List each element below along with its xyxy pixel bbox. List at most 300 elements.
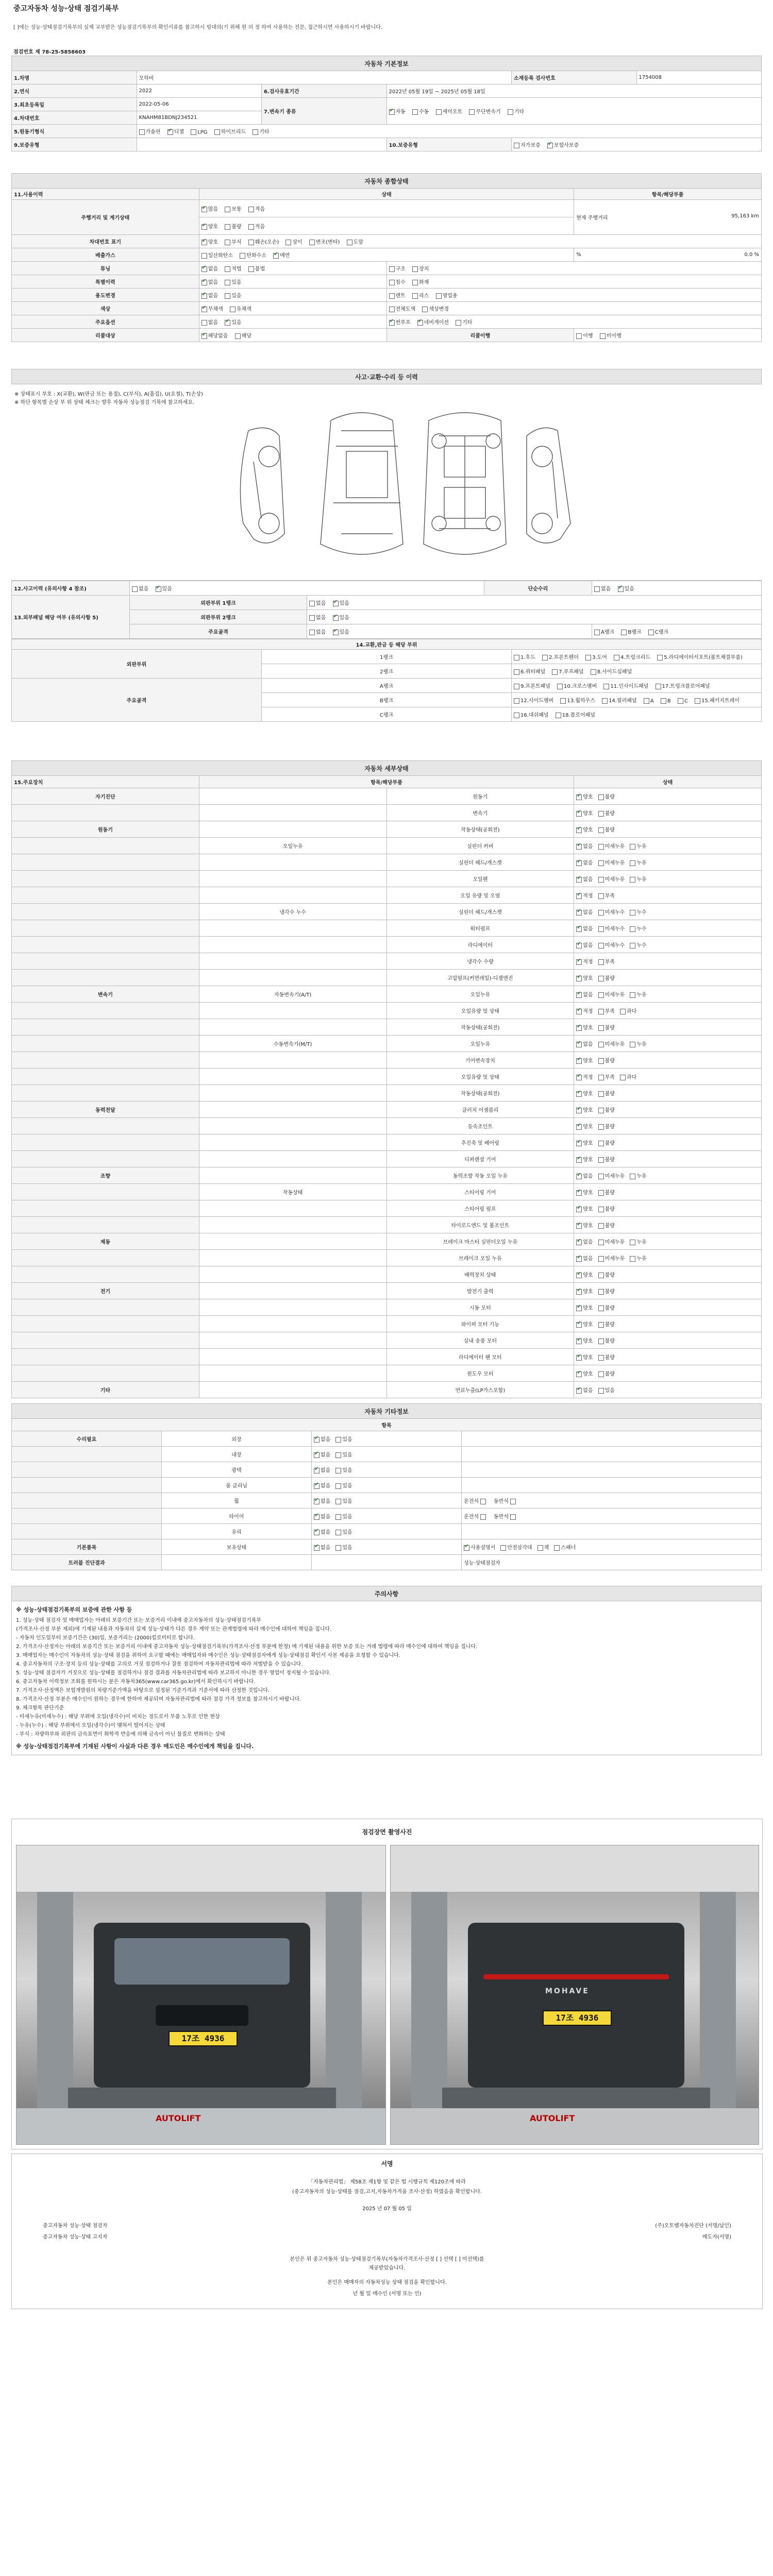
checkbox-detail-27-0[interactable] <box>576 1240 582 1245</box>
checkbox-extra-1-0[interactable] <box>314 1452 320 1458</box>
checkbox-fuel-hybrid[interactable] <box>214 129 220 135</box>
detail-group: 제동 <box>12 1233 199 1250</box>
detail-item: 클러치 어셈블리 <box>386 1101 574 1118</box>
checkbox-extra-5-0[interactable] <box>314 1514 320 1520</box>
checkbox-options-yes[interactable] <box>225 320 230 326</box>
checkbox-detail-28-1[interactable] <box>598 1256 604 1262</box>
checkbox-color-achromatic[interactable] <box>201 307 207 312</box>
checkbox-part-trunk-floor[interactable] <box>656 684 661 689</box>
checkbox-tool-1[interactable] <box>500 1545 506 1551</box>
detail-item: 라디에이터 팬 모터 <box>386 1349 574 1365</box>
detail-subgroup <box>199 1118 386 1134</box>
detail-item: 워터펌프 <box>386 920 574 937</box>
detail-group <box>12 1349 199 1365</box>
checkbox-part-side-member[interactable] <box>514 698 519 704</box>
checkbox-detail-13-0[interactable] <box>576 1009 582 1014</box>
checkbox-vin-different[interactable] <box>285 240 291 245</box>
checkbox-recall-yes[interactable] <box>235 333 241 339</box>
extra-detail <box>462 1493 762 1509</box>
detail-item: 오일누유 <box>386 986 574 1003</box>
checkbox-vin-good[interactable] <box>201 240 207 245</box>
checkbox-detail-24-0[interactable] <box>576 1190 582 1196</box>
lift-brand-label-rear: AUTOLIFT <box>530 2113 575 2123</box>
checkbox-fuel-other[interactable] <box>253 129 258 135</box>
detail-row <box>12 1332 762 1349</box>
checkbox-detail-23-2[interactable] <box>630 1174 635 1179</box>
checkbox-part-wheel-house[interactable] <box>560 698 566 704</box>
detail-row <box>12 1283 762 1299</box>
checkbox-transmission-auto[interactable] <box>389 109 395 115</box>
checkbox-detail-33-0[interactable] <box>576 1338 582 1344</box>
checkbox-detail-29-1[interactable] <box>598 1273 604 1278</box>
value-first-registration: 2022-05-06 <box>137 98 262 111</box>
detail-state-options: ✔ 없음 미세누유 누유 <box>574 1250 762 1266</box>
checkbox-warranty-insurance[interactable] <box>547 143 553 148</box>
value-car-name: 모하비 <box>137 71 512 84</box>
checkbox-gauge-good[interactable] <box>201 224 207 230</box>
checkbox-rank1-yes[interactable] <box>333 601 339 606</box>
checkbox-detail-5-2[interactable] <box>630 877 635 883</box>
detail-row <box>12 1052 762 1069</box>
detail-subgroup: 수동변속기(M/T) <box>199 1036 386 1052</box>
checkbox-part-floor-panel[interactable] <box>556 713 561 718</box>
checkbox-simple-repair-none[interactable] <box>594 586 600 592</box>
extra-row <box>12 1493 762 1509</box>
checkbox-transmission-semi[interactable] <box>436 109 442 115</box>
checkbox-detail-35-0[interactable] <box>576 1371 582 1377</box>
checkbox-detail-32-0[interactable] <box>576 1322 582 1328</box>
checkbox-usage-none[interactable] <box>201 293 207 299</box>
checkbox-detail-8-2[interactable] <box>630 926 635 932</box>
extra-detail <box>462 1509 762 1524</box>
detail-subgroup <box>199 1316 386 1332</box>
checkbox-part-roof-panel[interactable] <box>552 669 558 675</box>
notifier-signature[interactable]: 매도자(서명) <box>702 2234 731 2240</box>
checkbox-transmission-cvt[interactable] <box>469 109 475 115</box>
overall-head-state: 상태 <box>199 189 574 200</box>
detail-state-options: ✔ 없음 미세누유 누유 <box>574 838 762 854</box>
detail-subgroup <box>199 805 386 821</box>
checkbox-detail-16-0[interactable] <box>576 1058 582 1064</box>
checkbox-color-full-paint[interactable] <box>389 307 395 312</box>
extra-group <box>12 1478 162 1493</box>
checkbox-detail-13-1[interactable] <box>598 1009 604 1014</box>
checkbox-detail-0-0[interactable] <box>576 794 582 800</box>
label-engine-type: 5.원동기형식 <box>12 125 137 138</box>
checkbox-usage-rent[interactable] <box>389 293 395 299</box>
checkbox-part-pillar[interactable] <box>602 698 608 704</box>
checkbox-detail-31-1[interactable] <box>598 1306 604 1311</box>
checkbox-detail-20-1[interactable] <box>598 1124 604 1130</box>
detail-state-options: ✔ 적정 부족 과다 <box>574 1069 762 1085</box>
detail-subgroup <box>199 1266 386 1283</box>
detail-group: 전기 <box>12 1283 199 1299</box>
inspector-label: 중고자동차 성능·상태 점검자 <box>43 2223 108 2229</box>
checkbox-accident-none[interactable] <box>132 586 138 592</box>
checkbox-warranty-self[interactable] <box>514 143 519 148</box>
checkbox-extra-7-1[interactable] <box>335 1545 341 1551</box>
checkbox-detail-16-1[interactable] <box>598 1058 604 1064</box>
checkbox-detail-12-1[interactable] <box>598 992 604 998</box>
checkbox-fuel-gasoline[interactable] <box>139 129 145 135</box>
checkbox-detail-36-1[interactable] <box>598 1388 604 1394</box>
parts-rank-2-items: 6.쿼터패널 7.루프패널 8.사이드실패널 <box>512 664 762 679</box>
checkbox-vin-painted[interactable] <box>347 240 352 245</box>
checkbox-frame-rank-c[interactable] <box>648 630 654 635</box>
caution-line: 9. 체크항목 판단기준 <box>16 1705 64 1711</box>
checkbox-detail-2-0[interactable] <box>576 827 582 833</box>
checkbox-frame-rank-a[interactable] <box>594 630 600 635</box>
checkbox-detail-17-2[interactable] <box>620 1075 626 1080</box>
checkbox-detail-34-1[interactable] <box>598 1355 604 1361</box>
checkbox-extra-3-1[interactable] <box>335 1483 341 1489</box>
checkbox-detail-29-0[interactable] <box>576 1273 582 1278</box>
checkbox-rank2-yes[interactable] <box>333 615 339 621</box>
checkbox-rank1-none[interactable] <box>309 601 315 606</box>
checkbox-detail-26-1[interactable] <box>598 1223 604 1229</box>
checkbox-detail-23-1[interactable] <box>598 1174 604 1179</box>
checkbox-tool-0[interactable] <box>464 1545 469 1551</box>
buyer-signature[interactable]: 년 월 일 매수인 (서명 또는 인) <box>352 2291 422 2297</box>
checkbox-recall-none[interactable] <box>201 333 207 339</box>
checkbox-detail-23-0[interactable] <box>576 1174 582 1179</box>
checkbox-vin-damage[interactable] <box>248 240 254 245</box>
document-number: 점검번호 제 78-25-5858603 <box>13 49 86 55</box>
checkbox-part-radiator-support[interactable] <box>657 655 663 660</box>
extra-item: 보유상태 <box>162 1539 312 1555</box>
checkbox-extra-right-4[interactable] <box>510 1499 516 1504</box>
checkbox-detail-28-0[interactable] <box>576 1256 582 1262</box>
checkbox-frame-yes[interactable] <box>333 630 339 635</box>
detail-subgroup <box>199 953 386 970</box>
checkbox-part-front-fender[interactable] <box>542 655 548 660</box>
checkbox-usage-yes[interactable] <box>225 293 230 299</box>
parts-group-frame: 주요골격 <box>12 679 262 722</box>
checkbox-extra-1-1[interactable] <box>335 1452 341 1458</box>
checkbox-part-inside-panel[interactable] <box>603 684 609 689</box>
checkbox-part-pillar-c[interactable] <box>678 698 683 704</box>
checkbox-detail-31-0[interactable] <box>576 1306 582 1311</box>
checkbox-tuning-illegal[interactable] <box>248 266 254 272</box>
checkbox-extra-6-0[interactable] <box>314 1530 320 1535</box>
checkbox-detail-9-0[interactable] <box>576 943 582 948</box>
detail-subgroup <box>199 1085 386 1101</box>
detail-state-options: ✔ 양호 불량 <box>574 805 762 821</box>
diagram-legend: ※ 상태표시 부호 : X(교환), W(판금 또는 용접), C(부식), A(흠집), U(요철), T(손상) <box>14 392 203 397</box>
extra-state-options: ✔ 없음 있음 <box>312 1462 462 1478</box>
extra-right-side: 동반석 <box>493 1499 509 1504</box>
checkbox-special-none[interactable] <box>201 280 207 285</box>
detail-subgroup <box>199 887 386 904</box>
sign-title: 서명 <box>381 2160 393 2167</box>
checkbox-vin-altered[interactable] <box>309 240 315 245</box>
checkbox-detail-36-0[interactable] <box>576 1388 582 1394</box>
label-outer-panel: 13.외부패널 해당 여부 (유의사항 5) <box>12 596 130 639</box>
checkbox-extra-right-5[interactable] <box>510 1514 516 1520</box>
checkbox-fuel-lpg[interactable] <box>191 129 196 135</box>
caution-line: 8. 가격조사·산정 부분은 매수인이 원하는 경우에 한하여 제공되며 자동차관리법에 따라 점검 가격 정보를 참고하시기 바랍니다. <box>16 1697 301 1702</box>
label-simple-repair: 단순수리 <box>484 581 592 596</box>
checkbox-detail-0-1[interactable] <box>598 794 604 800</box>
label-first-registration: 3.최초등록일 <box>12 98 137 111</box>
checkbox-detail-30-0[interactable] <box>576 1289 582 1295</box>
section-title-extra: 자동차 기타정보 <box>12 1404 762 1419</box>
checkbox-part-package-tray[interactable] <box>695 698 700 704</box>
checkbox-transmission-other[interactable] <box>508 109 513 115</box>
checkbox-tool-2[interactable] <box>537 1545 543 1551</box>
checkbox-detail-1-0[interactable] <box>576 811 582 817</box>
checkbox-detail-24-1[interactable] <box>598 1190 604 1196</box>
checkbox-detail-17-0[interactable] <box>576 1075 582 1080</box>
car-front-grille <box>156 2005 248 2026</box>
checkbox-options-none[interactable] <box>201 320 207 326</box>
overall-row-vin-mark: 차대번호 표기 <box>12 235 199 248</box>
checkbox-detail-25-1[interactable] <box>598 1207 604 1212</box>
checkbox-detail-30-1[interactable] <box>598 1289 604 1295</box>
caution-foot: ※ 성능·상태점검기록부에 기재된 사항이 사실과 다른 경우 매도인은 매수인에게 책임을 집니다. <box>16 1743 254 1750</box>
checkbox-detail-3-0[interactable] <box>576 844 582 850</box>
checkbox-tuning-structure[interactable] <box>389 266 395 272</box>
section-title-accident: 사고·교환·수리 등 이력 <box>12 369 762 384</box>
detail-subgroup: 작동상태 <box>199 1184 386 1200</box>
checkbox-detail-26-0[interactable] <box>576 1223 582 1229</box>
checkbox-part-pillar-b[interactable] <box>661 698 666 704</box>
checkbox-usage-lease[interactable] <box>412 293 418 299</box>
checkbox-special-flood[interactable] <box>389 280 395 285</box>
checkbox-detail-11-0[interactable] <box>576 976 582 981</box>
checkbox-option-other[interactable] <box>456 320 461 326</box>
checkbox-extra-2-1[interactable] <box>335 1468 341 1473</box>
detail-state-options: ✔ 적정 부족 과다 <box>574 1003 762 1019</box>
checkbox-emission-smoke[interactable] <box>273 253 279 259</box>
detail-state-options: ✔ 양호 불량 <box>574 1349 762 1365</box>
checkbox-detail-17-1[interactable] <box>598 1075 604 1080</box>
checkbox-detail-9-2[interactable] <box>630 943 635 948</box>
checkbox-emission-co[interactable] <box>201 253 207 259</box>
detail-item: 등속조인트 <box>386 1118 574 1134</box>
checkbox-detail-28-2[interactable] <box>630 1256 635 1262</box>
checkbox-detail-12-0[interactable] <box>576 992 582 998</box>
checkbox-detail-7-0[interactable] <box>576 910 582 916</box>
detail-subgroup <box>199 854 386 871</box>
checkbox-detail-9-1[interactable] <box>598 943 604 948</box>
checkbox-part-quarter-panel[interactable] <box>514 669 519 675</box>
checkbox-tuning-legal[interactable] <box>225 266 230 272</box>
parts-rank-b: B랭크 <box>262 693 512 707</box>
extra-row <box>12 1555 762 1570</box>
checkbox-detail-4-0[interactable] <box>576 860 582 866</box>
detail-item: 오일유량 및 상태 <box>386 1003 574 1019</box>
checkbox-tool-3[interactable] <box>554 1545 560 1551</box>
checkbox-detail-21-1[interactable] <box>598 1141 604 1146</box>
checkbox-recall-done[interactable] <box>576 333 582 339</box>
sign-section <box>11 2154 763 2309</box>
checkbox-detail-20-0[interactable] <box>576 1124 582 1130</box>
value-warranty <box>137 138 386 151</box>
checkbox-usage-commercial[interactable] <box>436 293 442 299</box>
checkbox-fuel-diesel[interactable] <box>167 129 173 135</box>
checkbox-extra-7-0[interactable] <box>314 1545 320 1551</box>
inspector-signature[interactable]: (주)오토벨자동차진단 (서명/날인) <box>655 2223 731 2229</box>
checkbox-detail-34-0[interactable] <box>576 1355 582 1361</box>
checkbox-detail-3-2[interactable] <box>630 844 635 850</box>
photos-title: 점검장면 촬영사진 <box>362 1828 412 1836</box>
checkbox-detail-5-0[interactable] <box>576 877 582 883</box>
checkbox-detail-25-0[interactable] <box>576 1207 582 1212</box>
parts-group-outer: 외판부위 <box>12 650 262 679</box>
overall-row-usage-change: 용도변경 <box>12 289 199 302</box>
checkbox-detail-15-0[interactable] <box>576 1042 582 1047</box>
checkbox-detail-7-1[interactable] <box>598 910 604 916</box>
detail-group: 기타 <box>12 1382 199 1398</box>
checkbox-extra-0-0[interactable] <box>314 1437 320 1443</box>
checkbox-detail-8-0[interactable] <box>576 926 582 932</box>
overall-head-parts: 항목/해당부품 <box>574 189 762 200</box>
checkbox-extra-6-1[interactable] <box>335 1530 341 1535</box>
checkbox-transmission-manual[interactable] <box>412 109 418 115</box>
checkbox-detail-5-1[interactable] <box>598 877 604 883</box>
checkbox-mileage-many[interactable] <box>201 207 207 212</box>
checkbox-recall-not-done[interactable] <box>600 333 606 339</box>
value-year: 2022 <box>137 84 262 98</box>
checkbox-detail-14-0[interactable] <box>576 1025 582 1031</box>
extra-row <box>12 1478 762 1493</box>
checkbox-mileage-few[interactable] <box>248 207 254 212</box>
checkbox-extra-0-1[interactable] <box>335 1437 341 1443</box>
detail-group <box>12 1069 199 1085</box>
checkbox-gauge-bad[interactable] <box>225 224 230 230</box>
checkbox-detail-14-1[interactable] <box>598 1025 604 1031</box>
checkbox-extra-2-0[interactable] <box>314 1468 320 1473</box>
checkbox-vin-corrosion[interactable] <box>225 240 230 245</box>
detail-state-options: ✔ 양호 불량 <box>574 1266 762 1283</box>
detail-state-options: ✔ 양호 불량 <box>574 1316 762 1332</box>
checkbox-detail-13-2[interactable] <box>620 1009 626 1014</box>
detail-group <box>12 1332 199 1349</box>
extra-detail <box>462 1462 762 1478</box>
checkbox-extra-4-1[interactable] <box>335 1499 341 1504</box>
detail-row <box>12 1118 762 1134</box>
checkbox-color-chromatic[interactable] <box>230 307 236 312</box>
checkbox-detail-10-0[interactable] <box>576 959 582 965</box>
recall-options: ✔ 해당없음 해당 <box>199 329 386 342</box>
checkbox-detail-6-0[interactable] <box>576 893 582 899</box>
checkbox-part-door[interactable] <box>585 655 591 660</box>
detail-group <box>12 854 199 871</box>
checkbox-tuning-none[interactable] <box>201 266 207 272</box>
checkbox-option-navigation[interactable] <box>417 320 423 326</box>
checkbox-part-trunk-lid[interactable] <box>614 655 619 660</box>
detail-state-options: ✔ 양호 불량 <box>574 821 762 838</box>
checkbox-detail-21-0[interactable] <box>576 1141 582 1146</box>
checkbox-detail-4-2[interactable] <box>630 860 635 866</box>
checkbox-detail-15-2[interactable] <box>630 1042 635 1047</box>
checkbox-part-front-panel[interactable] <box>514 684 519 689</box>
checkbox-frame-rank-b[interactable] <box>621 630 627 635</box>
detail-group <box>12 1085 199 1101</box>
checkbox-extra-left-4[interactable] <box>480 1499 486 1504</box>
detail-item: 원동기 <box>386 788 574 805</box>
checkbox-special-fire[interactable] <box>412 280 418 285</box>
checkbox-extra-3-0[interactable] <box>314 1483 320 1489</box>
checkbox-detail-22-1[interactable] <box>598 1157 604 1163</box>
lift-platform-front <box>68 2088 336 2108</box>
detail-group <box>12 1052 199 1069</box>
checkbox-detail-2-1[interactable] <box>598 827 604 833</box>
checkbox-detail-22-0[interactable] <box>576 1157 582 1163</box>
checkbox-extra-left-5[interactable] <box>480 1514 486 1520</box>
color-detail: 전체도색 색상변경 <box>386 302 762 315</box>
checkbox-detail-7-2[interactable] <box>630 910 635 916</box>
detail-item: 연료누출(LP가스포함) <box>386 1382 574 1398</box>
checkbox-detail-3-1[interactable] <box>598 844 604 850</box>
checkbox-special-yes[interactable] <box>225 280 230 285</box>
special-options: ✔ 없음 있음 <box>199 275 386 289</box>
detail-subgroup <box>199 920 386 937</box>
checkbox-color-change[interactable] <box>422 307 428 312</box>
parts-rank-2: 2랭크 <box>262 664 512 679</box>
checkbox-tuning-device[interactable] <box>412 266 418 272</box>
checkbox-detail-32-1[interactable] <box>598 1322 604 1328</box>
checkbox-detail-18-1[interactable] <box>598 1091 604 1097</box>
checkbox-part-pillar-a[interactable] <box>644 698 649 704</box>
checkbox-detail-27-2[interactable] <box>630 1240 635 1245</box>
checkbox-detail-8-1[interactable] <box>598 926 604 932</box>
checkbox-rank2-none[interactable] <box>309 615 315 621</box>
checkbox-detail-35-1[interactable] <box>598 1371 604 1377</box>
detail-group <box>12 1266 199 1283</box>
checkbox-detail-10-1[interactable] <box>598 959 604 965</box>
extra-group <box>12 1509 162 1524</box>
checkbox-detail-12-2[interactable] <box>630 992 635 998</box>
checkbox-detail-15-1[interactable] <box>598 1042 604 1047</box>
checkbox-part-side-sill[interactable] <box>591 669 596 675</box>
checkbox-detail-11-1[interactable] <box>598 976 604 981</box>
checkbox-option-sunroof[interactable] <box>389 320 395 326</box>
fuel-options: 가솔린 ✔ 디젤 LPG 하이브리드 기타 <box>137 125 762 138</box>
detail-group <box>12 1299 199 1316</box>
extra-head: 항목 <box>12 1419 762 1431</box>
checkbox-frame-none[interactable] <box>309 630 315 635</box>
checkbox-gauge-low[interactable] <box>248 224 254 230</box>
checkbox-extra-5-1[interactable] <box>335 1514 341 1520</box>
checkbox-mileage-normal[interactable] <box>225 207 230 212</box>
checkbox-simple-repair-yes[interactable] <box>618 586 624 592</box>
notice-text: [ ]에는 성능·상태점검기록부의 실제 교부받은 성능점검기록부의 확인서류를 참고하시 빙대의(기 위해 원 의 정 하여 사용하는 전문, 접근하시면 사용하시기 바랍니다. <box>13 25 383 30</box>
checkbox-detail-27-1[interactable] <box>598 1240 604 1245</box>
label-vin: 4.차대번호 <box>12 111 137 125</box>
checkbox-detail-19-1[interactable] <box>598 1108 604 1113</box>
checkbox-detail-18-0[interactable] <box>576 1091 582 1097</box>
checkbox-part-hood[interactable] <box>514 655 519 660</box>
checkbox-detail-33-1[interactable] <box>598 1338 604 1344</box>
detail-item: 오일유량 및 상태 <box>386 1069 574 1085</box>
checkbox-detail-6-1[interactable] <box>598 893 604 899</box>
overall-row-emission: 배출가스 <box>12 248 199 262</box>
checkbox-part-cross-member[interactable] <box>557 684 563 689</box>
checkbox-emission-hc[interactable] <box>240 253 245 259</box>
checkbox-extra-4-0[interactable] <box>314 1499 320 1504</box>
detail-subgroup <box>199 1019 386 1036</box>
checkbox-detail-19-0[interactable] <box>576 1108 582 1113</box>
checkbox-part-dash-panel[interactable] <box>514 713 519 718</box>
detail-item: 작동상태(공회전) <box>386 821 574 838</box>
checkbox-detail-1-1[interactable] <box>598 811 604 817</box>
checkbox-detail-4-1[interactable] <box>598 860 604 866</box>
detail-item: 변속기 <box>386 805 574 821</box>
detail-row <box>12 1003 762 1019</box>
checkbox-accident-yes[interactable] <box>156 586 161 592</box>
